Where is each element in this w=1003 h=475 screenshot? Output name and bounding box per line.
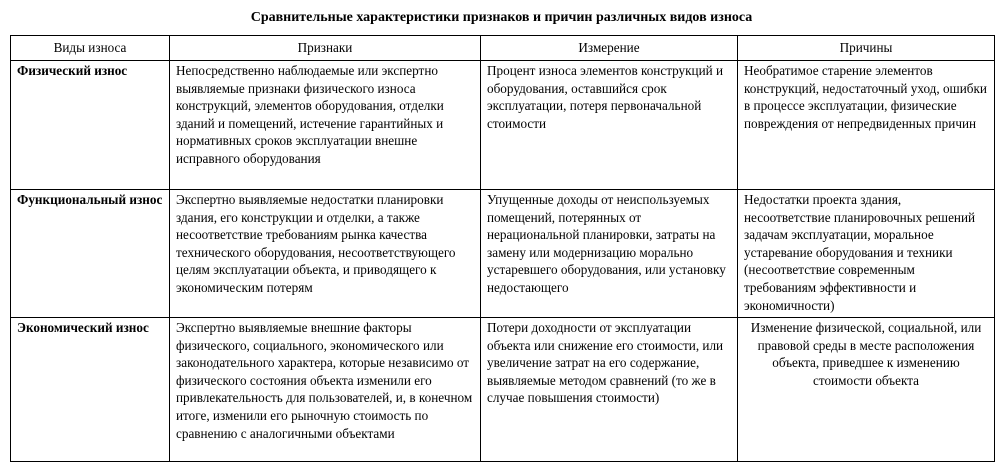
cell-measurement: Процент износа элементов конструкций и оборудования, оставшийся срок эксплуатации, потеря первоначальной стоимости: [481, 61, 738, 190]
table-header-row: [11, 36, 995, 61]
cell-signs: Непосредственно наблюдаемые или экспертно выявляемые признаки физического износа конструкций, элементов оборудования, отделки зданий и помещений, истечение гарантийных и нормативных сроков эксплуатации внешне исправного оборудования: [170, 61, 481, 190]
cell-causes: Необратимое старение элементов конструкций, недостаточный уход, ошибки в процессе эксплуатации, физические повреждения от непредвиденных причин: [738, 61, 995, 190]
table-title: Сравнительные характеристики признаков и причин различных видов износа: [250, 10, 753, 25]
cell-causes: Изменение физической, социальной, или правовой среды в месте расположения объекта, приведшее к изменению стоимости объекта: [738, 318, 995, 462]
comparison-table: [10, 35, 995, 462]
cell-signs: Экспертно выявляемые внешние факторы физического, социального, экономического или законодательного характера, которые независимо от физического состояния объекта изменили его привлекательность для пользователей, и, в конечном итоге, изменили его рыночную стоимость по сравнению с аналогичными объектами: [170, 318, 481, 462]
cell-wear-type: Физический износ: [11, 61, 170, 190]
cell-measurement: Упущенные доходы от неиспользуемых помещений, потерянных от нерациональной планировки, затраты на замену или модернизацию морально устаревшего оборудования, или установку недостающего: [481, 190, 738, 318]
table-row-functional: [11, 190, 995, 318]
cell-causes: Недостатки проекта здания, несоответствие планировочных решений задачам эксплуатации, моральное устаревание оборудования и техники (несоответствие современным требованиям эффективности и экономичности): [738, 190, 995, 318]
header-measurement: Измерение: [481, 36, 738, 61]
cell-measurement: Потери доходности от эксплуатации объекта или снижение его стоимости, или увеличение затрат на его содержание, выявляемые методом сравнений (то же в случае повышения стоимости): [481, 318, 738, 462]
header-signs: Признаки: [170, 36, 481, 61]
table-row-economic: [11, 318, 995, 462]
header-wear-type: Виды износа: [11, 36, 170, 61]
table-row-physical: [11, 61, 995, 190]
header-causes: Причины: [738, 36, 995, 61]
cell-wear-type: Функциональный износ: [11, 190, 170, 318]
cell-wear-type: Экономический износ: [11, 318, 170, 462]
cell-signs: Экспертно выявляемые недостатки планировки здания, его конструкции и отделки, а также несоответствие требованиям рынка качества технического оборудования, несоответствующего целям эксплуатации объекта, и приводящего к экономическим потерям: [170, 190, 481, 318]
